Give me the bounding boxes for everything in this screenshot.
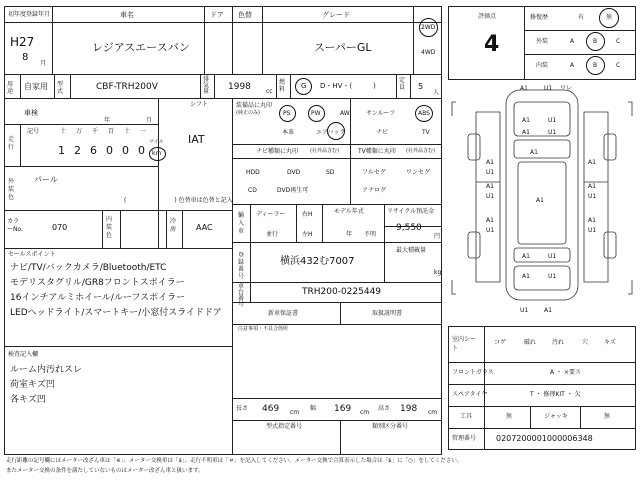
equip-aw: AW bbox=[340, 110, 350, 117]
car-name: レジアスエースバン bbox=[92, 41, 190, 54]
ext-b: B bbox=[593, 38, 598, 45]
height-unit: cm bbox=[428, 409, 438, 416]
mark-10: A1 bbox=[588, 159, 596, 166]
inspector-line-3: 各キズ凹 bbox=[10, 395, 46, 405]
model-value: CBF-TRH200V bbox=[96, 82, 158, 92]
mgmt-value: 0207200001000006348 bbox=[496, 434, 593, 443]
width-label: 幅 bbox=[310, 405, 317, 412]
mark-18: A1 bbox=[588, 217, 596, 224]
interior-color-label: 内装色 bbox=[106, 216, 113, 239]
inspector-line-2: 荷室キズ凹 bbox=[10, 380, 55, 390]
car-body-outline bbox=[506, 90, 578, 300]
mark-14: U1 bbox=[588, 193, 597, 200]
inspection-label: 車検 bbox=[24, 109, 38, 117]
mark-24: U1 bbox=[520, 307, 529, 314]
bracket-tr bbox=[628, 102, 632, 116]
displacement-label: 排気量 bbox=[203, 76, 210, 95]
mark-4: U1 bbox=[548, 117, 557, 124]
import-right: 右H bbox=[302, 211, 313, 218]
height-label: 高さ bbox=[378, 405, 391, 412]
mileage-place-4: 百 bbox=[108, 128, 115, 135]
sales-point-2: モデリスタグリル/GR8フロントスポイラー bbox=[10, 278, 185, 288]
car-damage-diagram bbox=[448, 82, 636, 320]
cc-unit: cc bbox=[266, 88, 273, 95]
type-number-label: 型式指定番号 bbox=[266, 423, 303, 430]
jack-value: 無 bbox=[604, 413, 611, 420]
mileage-digit-2: 6 bbox=[90, 144, 97, 157]
mark-7: A1 bbox=[486, 159, 494, 166]
fuel-other: D・HV・( ) bbox=[320, 82, 376, 90]
mark-13: A1 bbox=[588, 183, 596, 190]
mileage-digit-5: 0 bbox=[138, 144, 145, 157]
seat-yogore: 汚れ bbox=[552, 339, 565, 346]
tv-fullseg: フルセグ bbox=[362, 169, 386, 176]
repair-no: 無 bbox=[606, 14, 613, 21]
mileage-unit-mile: マイル bbox=[149, 139, 164, 145]
exterior-value: パール bbox=[34, 175, 58, 184]
mark-19: U1 bbox=[588, 227, 597, 234]
mileage-place-5: 十 bbox=[124, 128, 131, 135]
shift-label: シフト bbox=[190, 101, 209, 108]
mark-8: U1 bbox=[486, 169, 495, 176]
footer-line-1: 走行距離の記号欄にはメーター改ざん車は「※」、メーター交換車は「$」、走行不明車は「＃」を記入してください。メーター交換で合算表示した場合は「$」に「○」をしてください。 bbox=[6, 458, 463, 464]
max-load-kg: kg bbox=[434, 269, 442, 276]
mgmt-label: 管理番号 bbox=[452, 435, 477, 442]
bracket-tl bbox=[452, 102, 456, 116]
grade-score-label: 評価点 bbox=[478, 13, 497, 20]
mark-22: A1 bbox=[522, 273, 530, 280]
length-value: 469 bbox=[262, 404, 280, 414]
cold-value: AAC bbox=[196, 223, 213, 232]
repair-label: 修復歴 bbox=[530, 14, 549, 21]
mark-15: A1 bbox=[536, 197, 544, 204]
chassis-value: TRH200-0225449 bbox=[302, 287, 382, 297]
mileage-place-1: 十 bbox=[60, 128, 67, 135]
equip-tv: TV bbox=[422, 129, 430, 136]
color-change-label: 色替 bbox=[238, 11, 252, 19]
registration-value: 横浜432む7007 bbox=[280, 256, 355, 267]
grade-value: スーパーGL bbox=[314, 41, 372, 54]
mark-21: U1 bbox=[548, 253, 557, 260]
equip-navi: ナビ bbox=[376, 129, 389, 136]
import-left: 左H bbox=[302, 231, 313, 238]
nav-types-sub: (社外品含む) bbox=[310, 148, 339, 154]
equip-sunroof: サンルーフ bbox=[366, 110, 396, 117]
equipment-label: 装備品に丸印 bbox=[236, 102, 273, 109]
fuel-g: G bbox=[301, 82, 307, 90]
model-label: 型式 bbox=[57, 81, 64, 95]
exterior-label: 外装色 bbox=[8, 178, 15, 201]
seat-ana: 穴 bbox=[582, 339, 589, 346]
mark-20: A1 bbox=[522, 253, 530, 260]
mark-6: U1 bbox=[548, 129, 557, 136]
mileage-digit-3: 0 bbox=[106, 144, 113, 157]
width-value: 169 bbox=[334, 404, 352, 414]
inspector-line-1: ルーム内汚れスレ bbox=[10, 365, 83, 375]
recycle-yen: 円 bbox=[434, 233, 441, 240]
import-parallel: 並行 bbox=[266, 231, 279, 238]
displacement-value: 1998 bbox=[228, 82, 251, 92]
capacity-value: 5 bbox=[418, 82, 424, 91]
import-label: 輸入車 bbox=[238, 212, 245, 235]
sales-point-3: 16インチアルミホイール/ルーフスポイラー bbox=[10, 293, 186, 303]
usage-label: 用途 bbox=[7, 81, 14, 95]
jack-label: ジャッキ bbox=[544, 413, 568, 420]
car-windshield bbox=[514, 140, 570, 158]
recycle-value: 9,550 bbox=[396, 223, 422, 233]
nav-sd: SD bbox=[326, 169, 335, 176]
nav-types-label: ナビ種類に丸印 bbox=[256, 148, 299, 155]
nav-cd: CD bbox=[248, 187, 257, 194]
glass-label: フロントガラス bbox=[452, 369, 494, 376]
grade-score: 4 bbox=[484, 32, 500, 57]
mark-1: U1 bbox=[544, 85, 553, 92]
ext-c: C bbox=[616, 38, 621, 45]
drive-2wd: 2WD bbox=[421, 24, 436, 31]
equip-ps: PS bbox=[283, 110, 291, 117]
int-a: A bbox=[570, 62, 575, 69]
mileage-label: 走行 bbox=[8, 136, 15, 151]
length-unit: cm bbox=[290, 409, 300, 416]
model-year-year: 年 bbox=[346, 231, 353, 238]
equip-pw: PW bbox=[311, 110, 321, 117]
mark-0: A1 bbox=[520, 85, 528, 92]
nav-hdd: HDD bbox=[246, 169, 260, 176]
mileage-digit-0: 1 bbox=[58, 144, 65, 157]
fuel-label: 燃料 bbox=[279, 79, 286, 93]
spare-value: T ・ 修理KIT ・ 欠 bbox=[530, 391, 581, 398]
mileage-place-3: 千 bbox=[92, 128, 99, 135]
mark-5: A1 bbox=[522, 129, 530, 136]
seat-koge: コゲ bbox=[494, 339, 507, 346]
class-number-label: 類別区分番号 bbox=[372, 423, 409, 430]
notes-label: 注意事項・不具合箇所 bbox=[238, 326, 289, 332]
ext-score-label: 外装 bbox=[536, 38, 549, 45]
wheel-rr bbox=[604, 232, 616, 258]
reg-year-label: 初年度登録年月 bbox=[8, 11, 51, 18]
mileage-digit-4: 0 bbox=[122, 144, 129, 157]
reg-era: H27 bbox=[10, 35, 35, 49]
capacity-unit: 人 bbox=[433, 89, 440, 96]
seat-kizu: キズ bbox=[604, 339, 616, 346]
door-label: ドア bbox=[210, 11, 224, 19]
sales-point-1: ナビ/TV/バックカメラ/Bluetooth/ETC bbox=[10, 263, 167, 273]
tools-value: 無 bbox=[506, 413, 513, 420]
mark-16: A1 bbox=[486, 217, 494, 224]
usage-value: 自家用 bbox=[24, 82, 48, 91]
equip-leather: 本革 bbox=[282, 129, 295, 136]
sales-points-label: セールスポイント bbox=[8, 251, 56, 258]
tv-types-sub: (社外品含む) bbox=[406, 148, 435, 154]
seat-yabure: 破れ bbox=[524, 339, 537, 346]
model-year-unknown: 不明 bbox=[364, 231, 377, 238]
equipment-sub: (純正のみ) bbox=[236, 110, 260, 116]
mark-25: A1 bbox=[544, 307, 552, 314]
model-year-label: モデル年式 bbox=[334, 208, 364, 215]
tools-label: 工具 bbox=[460, 413, 473, 420]
mark-17: U1 bbox=[486, 227, 495, 234]
wheel-fl bbox=[468, 134, 480, 160]
tv-types-label: TV種類に丸印 bbox=[358, 148, 396, 155]
capacity-label: 定員 bbox=[399, 77, 406, 91]
warranty-new: 新車保証書 bbox=[268, 310, 299, 317]
reg-month-unit: 月 bbox=[40, 60, 47, 67]
mileage-digit-1: 2 bbox=[74, 144, 81, 157]
inspection-month: 月 bbox=[146, 117, 153, 124]
grade-label: グレード bbox=[322, 11, 350, 19]
color-no-value: 070 bbox=[52, 223, 68, 232]
cold-label: 冷房 bbox=[170, 218, 177, 233]
drive-4wd: 4WD bbox=[421, 49, 436, 56]
ext-a: A bbox=[570, 38, 575, 45]
import-dealer: ディーラー bbox=[256, 211, 286, 218]
exterior-note: ( ) 色替車は色替と記入 bbox=[124, 197, 233, 204]
mark-9: A1 bbox=[530, 149, 538, 156]
glass-value: A ・ ×要ス bbox=[550, 369, 581, 376]
mileage-place-2: 万 bbox=[76, 128, 83, 135]
mark-2: ワレ bbox=[560, 85, 573, 92]
mileage-place-0: 記号 bbox=[27, 128, 40, 135]
nav-dvd: DVD bbox=[287, 169, 301, 176]
wheel-rl bbox=[468, 232, 480, 258]
length-label: 長さ bbox=[236, 405, 249, 412]
tv-analog: アナログ bbox=[362, 187, 387, 194]
mark-23: U1 bbox=[548, 273, 557, 280]
reg-month: 8 bbox=[22, 52, 29, 63]
mark-3: A1 bbox=[522, 117, 530, 124]
mark-12: U1 bbox=[486, 193, 495, 200]
inspector-label: 検査記入欄 bbox=[8, 351, 39, 358]
int-c: C bbox=[616, 62, 621, 69]
int-score-label: 内装 bbox=[536, 62, 549, 69]
footer-line-2: またメーター交換の条件を満たしていないものはメーター改ざん車と扱います。 bbox=[6, 468, 204, 474]
equip-abs: ABS bbox=[418, 110, 430, 117]
recycle-label: リサイクル預託金 bbox=[387, 208, 435, 215]
inspection-year: 年 bbox=[104, 117, 111, 124]
shift-value: IAT bbox=[188, 133, 205, 146]
height-value: 198 bbox=[400, 404, 418, 414]
bracket-br bbox=[628, 280, 632, 294]
repair-yes: 有 bbox=[578, 14, 585, 21]
width-unit: cm bbox=[360, 409, 370, 416]
mileage-place-6: 一 bbox=[140, 128, 147, 135]
bracket-bl bbox=[452, 280, 456, 294]
spare-label: スペアタイヤ bbox=[452, 391, 488, 398]
car-name-label: 車名 bbox=[120, 11, 134, 19]
wheel-fr bbox=[604, 134, 616, 160]
int-b: B bbox=[593, 62, 598, 69]
color-no-label: カラーNo. bbox=[7, 218, 23, 233]
max-load-label: 最大積載量 bbox=[396, 247, 427, 254]
chassis-label: 車台番号 bbox=[238, 283, 245, 308]
mark-11: A1 bbox=[486, 183, 494, 190]
tv-oneseg: ワンセグ bbox=[406, 169, 431, 176]
equip-airbag: エアバック bbox=[316, 129, 346, 136]
nav-dvd-play: DVD再生可 bbox=[277, 187, 309, 194]
mileage-unit-km: km bbox=[152, 150, 162, 157]
sales-point-4: LEDヘッドライト/スマートキー/小窓付スライドドア bbox=[10, 308, 222, 318]
warranty-manual: 取扱説明書 bbox=[372, 310, 403, 317]
seat-label: 室内シート bbox=[452, 336, 477, 352]
registration-label: 登録番号 bbox=[238, 252, 245, 280]
